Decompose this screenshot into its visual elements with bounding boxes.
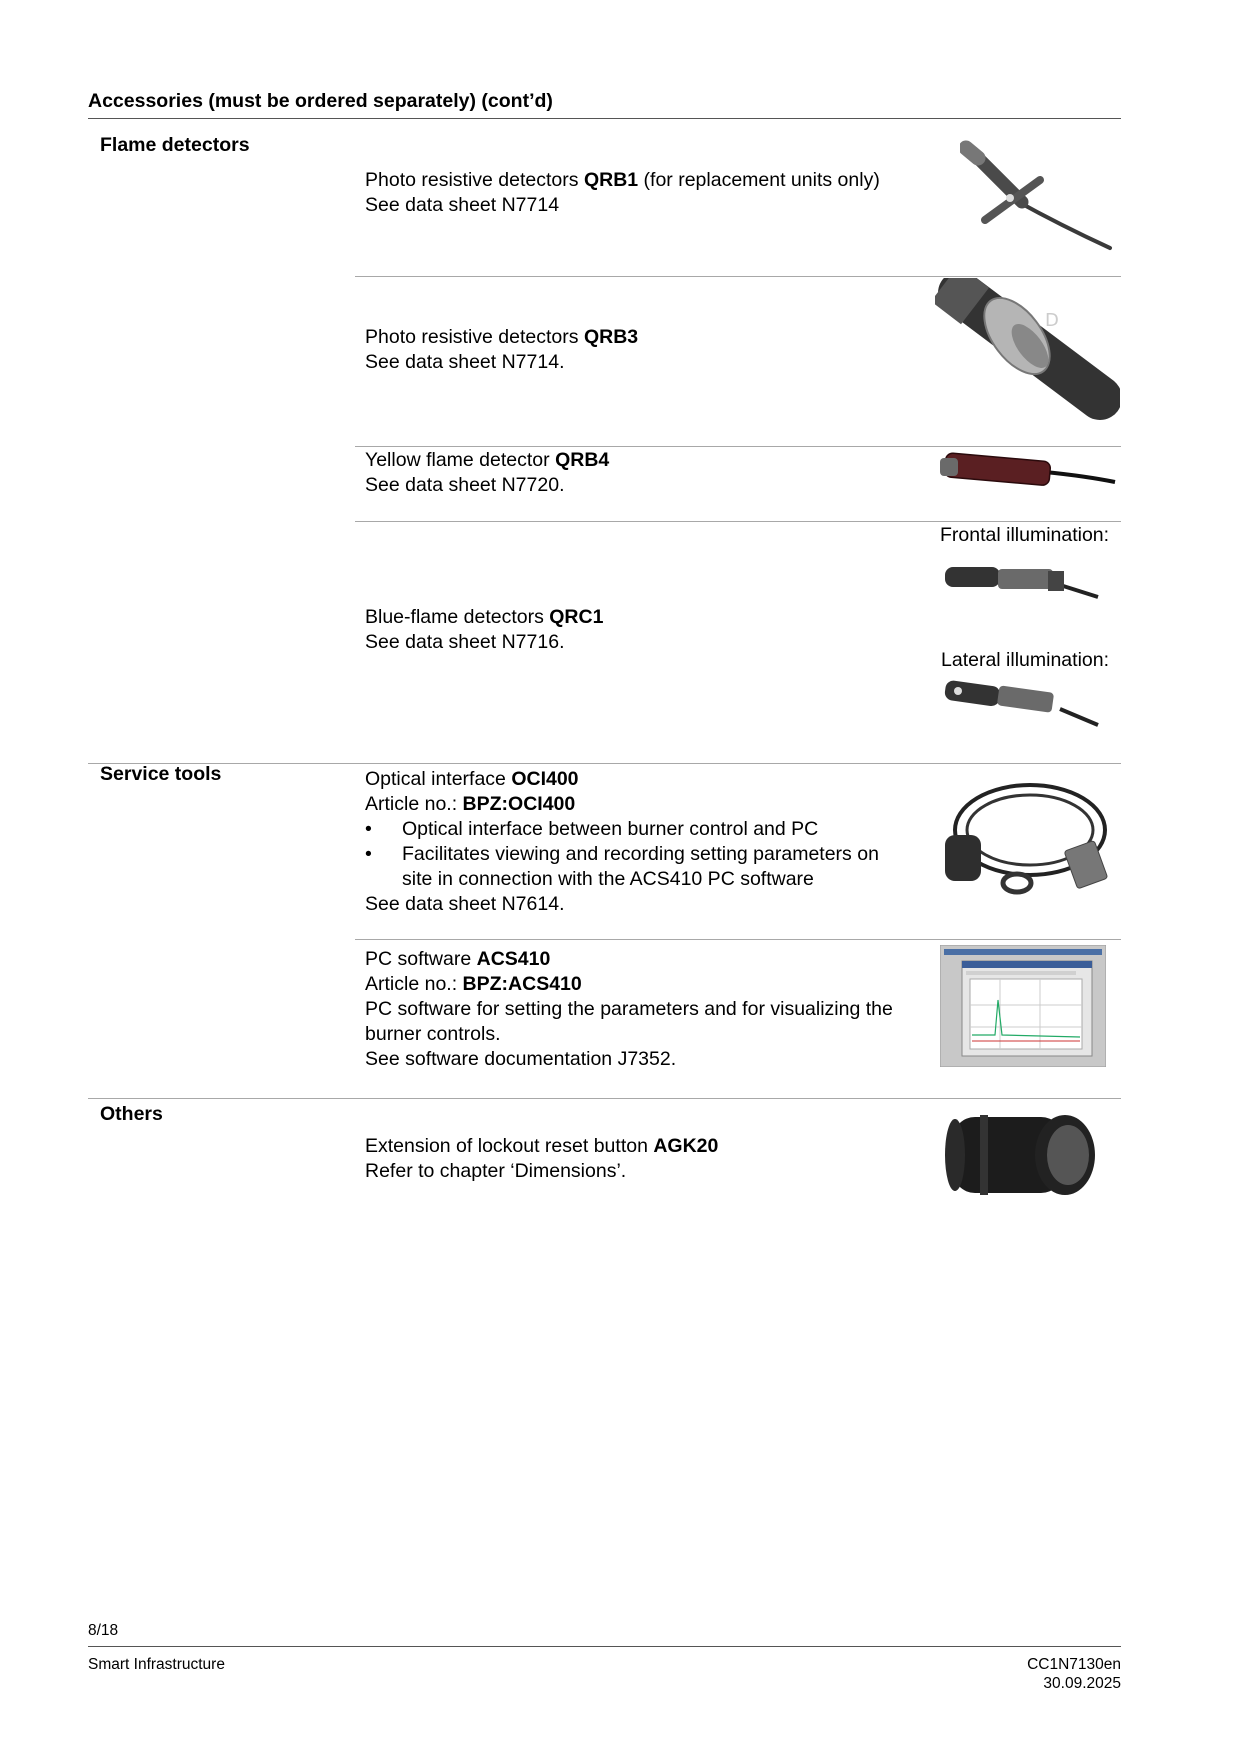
section-label-others: Others <box>100 1103 163 1125</box>
agk20-dimensions-ref: Refer to chapter ‘Dimensions’. <box>365 1160 627 1182</box>
agk20-model: AGK20 <box>653 1135 719 1157</box>
footer-rule <box>88 1646 1121 1647</box>
qrc1-lateral-image <box>940 675 1100 730</box>
acs410-title: PC software ACS410 <box>365 948 551 970</box>
qrb4-model: QRB4 <box>555 449 610 471</box>
footer-doc-number: CC1N7130en <box>1027 1656 1121 1673</box>
qrc1-lateral-label: Lateral illumination: <box>941 649 1110 671</box>
acs410-entry <box>365 947 893 1072</box>
qrb1-model: QRB1 <box>583 169 639 191</box>
section-label-service-tools: Service tools <box>100 763 222 785</box>
qrb3-model: QRB3 <box>583 326 639 348</box>
qrb4-datasheet-ref: See data sheet N7720. <box>365 474 565 496</box>
qrc1-model: QRC1 <box>549 606 604 628</box>
qrb4-title: Yellow flame detector QRB4 <box>365 449 610 471</box>
footer-doc-info <box>1027 1655 1121 1693</box>
qrb4-entry <box>365 448 609 498</box>
qrb3-product-image <box>935 278 1120 423</box>
section-divider <box>88 1098 1121 1099</box>
oci400-model: OCI400 <box>511 768 579 790</box>
qrc1-entry <box>365 605 603 655</box>
section-label-flame-detectors: Flame detectors <box>100 134 250 156</box>
acs410-screenshot-image <box>940 945 1106 1067</box>
page-heading: Accessories (must be ordered separately) (cont’d) <box>88 90 553 112</box>
footer-date: 30.09.2025 <box>1043 1675 1121 1692</box>
row-divider <box>355 521 1121 522</box>
qrb1-title: Photo resistive detectors QRB1 (for replacement units only) <box>365 169 880 191</box>
oci400-bullet-2-cont: site in connection with the ACS410 PC software <box>402 868 814 890</box>
section-divider <box>88 763 1121 764</box>
agk20-product-image <box>935 1105 1105 1205</box>
qrb1-entry <box>365 168 880 218</box>
acs410-article: Article no.: BPZ:ACS410 <box>365 973 582 995</box>
oci400-bullet-1: • Optical interface between burner control and PC <box>365 818 819 840</box>
qrc1-frontal-image <box>940 555 1100 605</box>
acs410-description-1: PC software for setting the parameters and for visualizing the <box>365 998 893 1020</box>
acs410-description-2: burner controls. <box>365 1023 501 1045</box>
qrb3-title: Photo resistive detectors QRB3 <box>365 326 639 348</box>
qrc1-frontal-label: Frontal illumination: <box>940 524 1110 546</box>
page-number: 8/18 <box>88 1622 119 1639</box>
qrc1-datasheet-ref: See data sheet N7716. <box>365 631 565 653</box>
qrc1-title: Blue-flame detectors QRC1 <box>365 606 604 628</box>
oci400-entry <box>365 767 879 917</box>
qrb1-datasheet-ref: See data sheet N7714 <box>365 194 560 216</box>
oci400-datasheet-ref: See data sheet N7614. <box>365 893 565 915</box>
oci400-title: Optical interface OCI400 <box>365 768 579 790</box>
agk20-entry <box>365 1134 718 1184</box>
acs410-model: ACS410 <box>476 948 551 970</box>
oci400-bullet-2: • Facilitates viewing and recording setting parameters on <box>365 843 879 865</box>
qrb1-product-image <box>960 140 1120 255</box>
qrb3-entry <box>365 325 638 375</box>
acs410-documentation-ref: See software documentation J7352. <box>365 1048 677 1070</box>
svg-text:D: D <box>1045 310 1059 331</box>
row-divider <box>355 446 1121 447</box>
agk20-title: Extension of lockout reset button AGK20 <box>365 1135 719 1157</box>
footer-company: Smart Infrastructure <box>88 1656 225 1673</box>
oci400-product-image <box>935 775 1110 900</box>
qrb4-product-image <box>935 450 1120 495</box>
row-divider <box>355 276 1121 277</box>
qrb3-datasheet-ref: See data sheet N7714. <box>365 351 565 373</box>
row-divider <box>355 939 1121 940</box>
heading-rule <box>88 118 1121 119</box>
oci400-article: Article no.: BPZ:OCI400 <box>365 793 576 815</box>
